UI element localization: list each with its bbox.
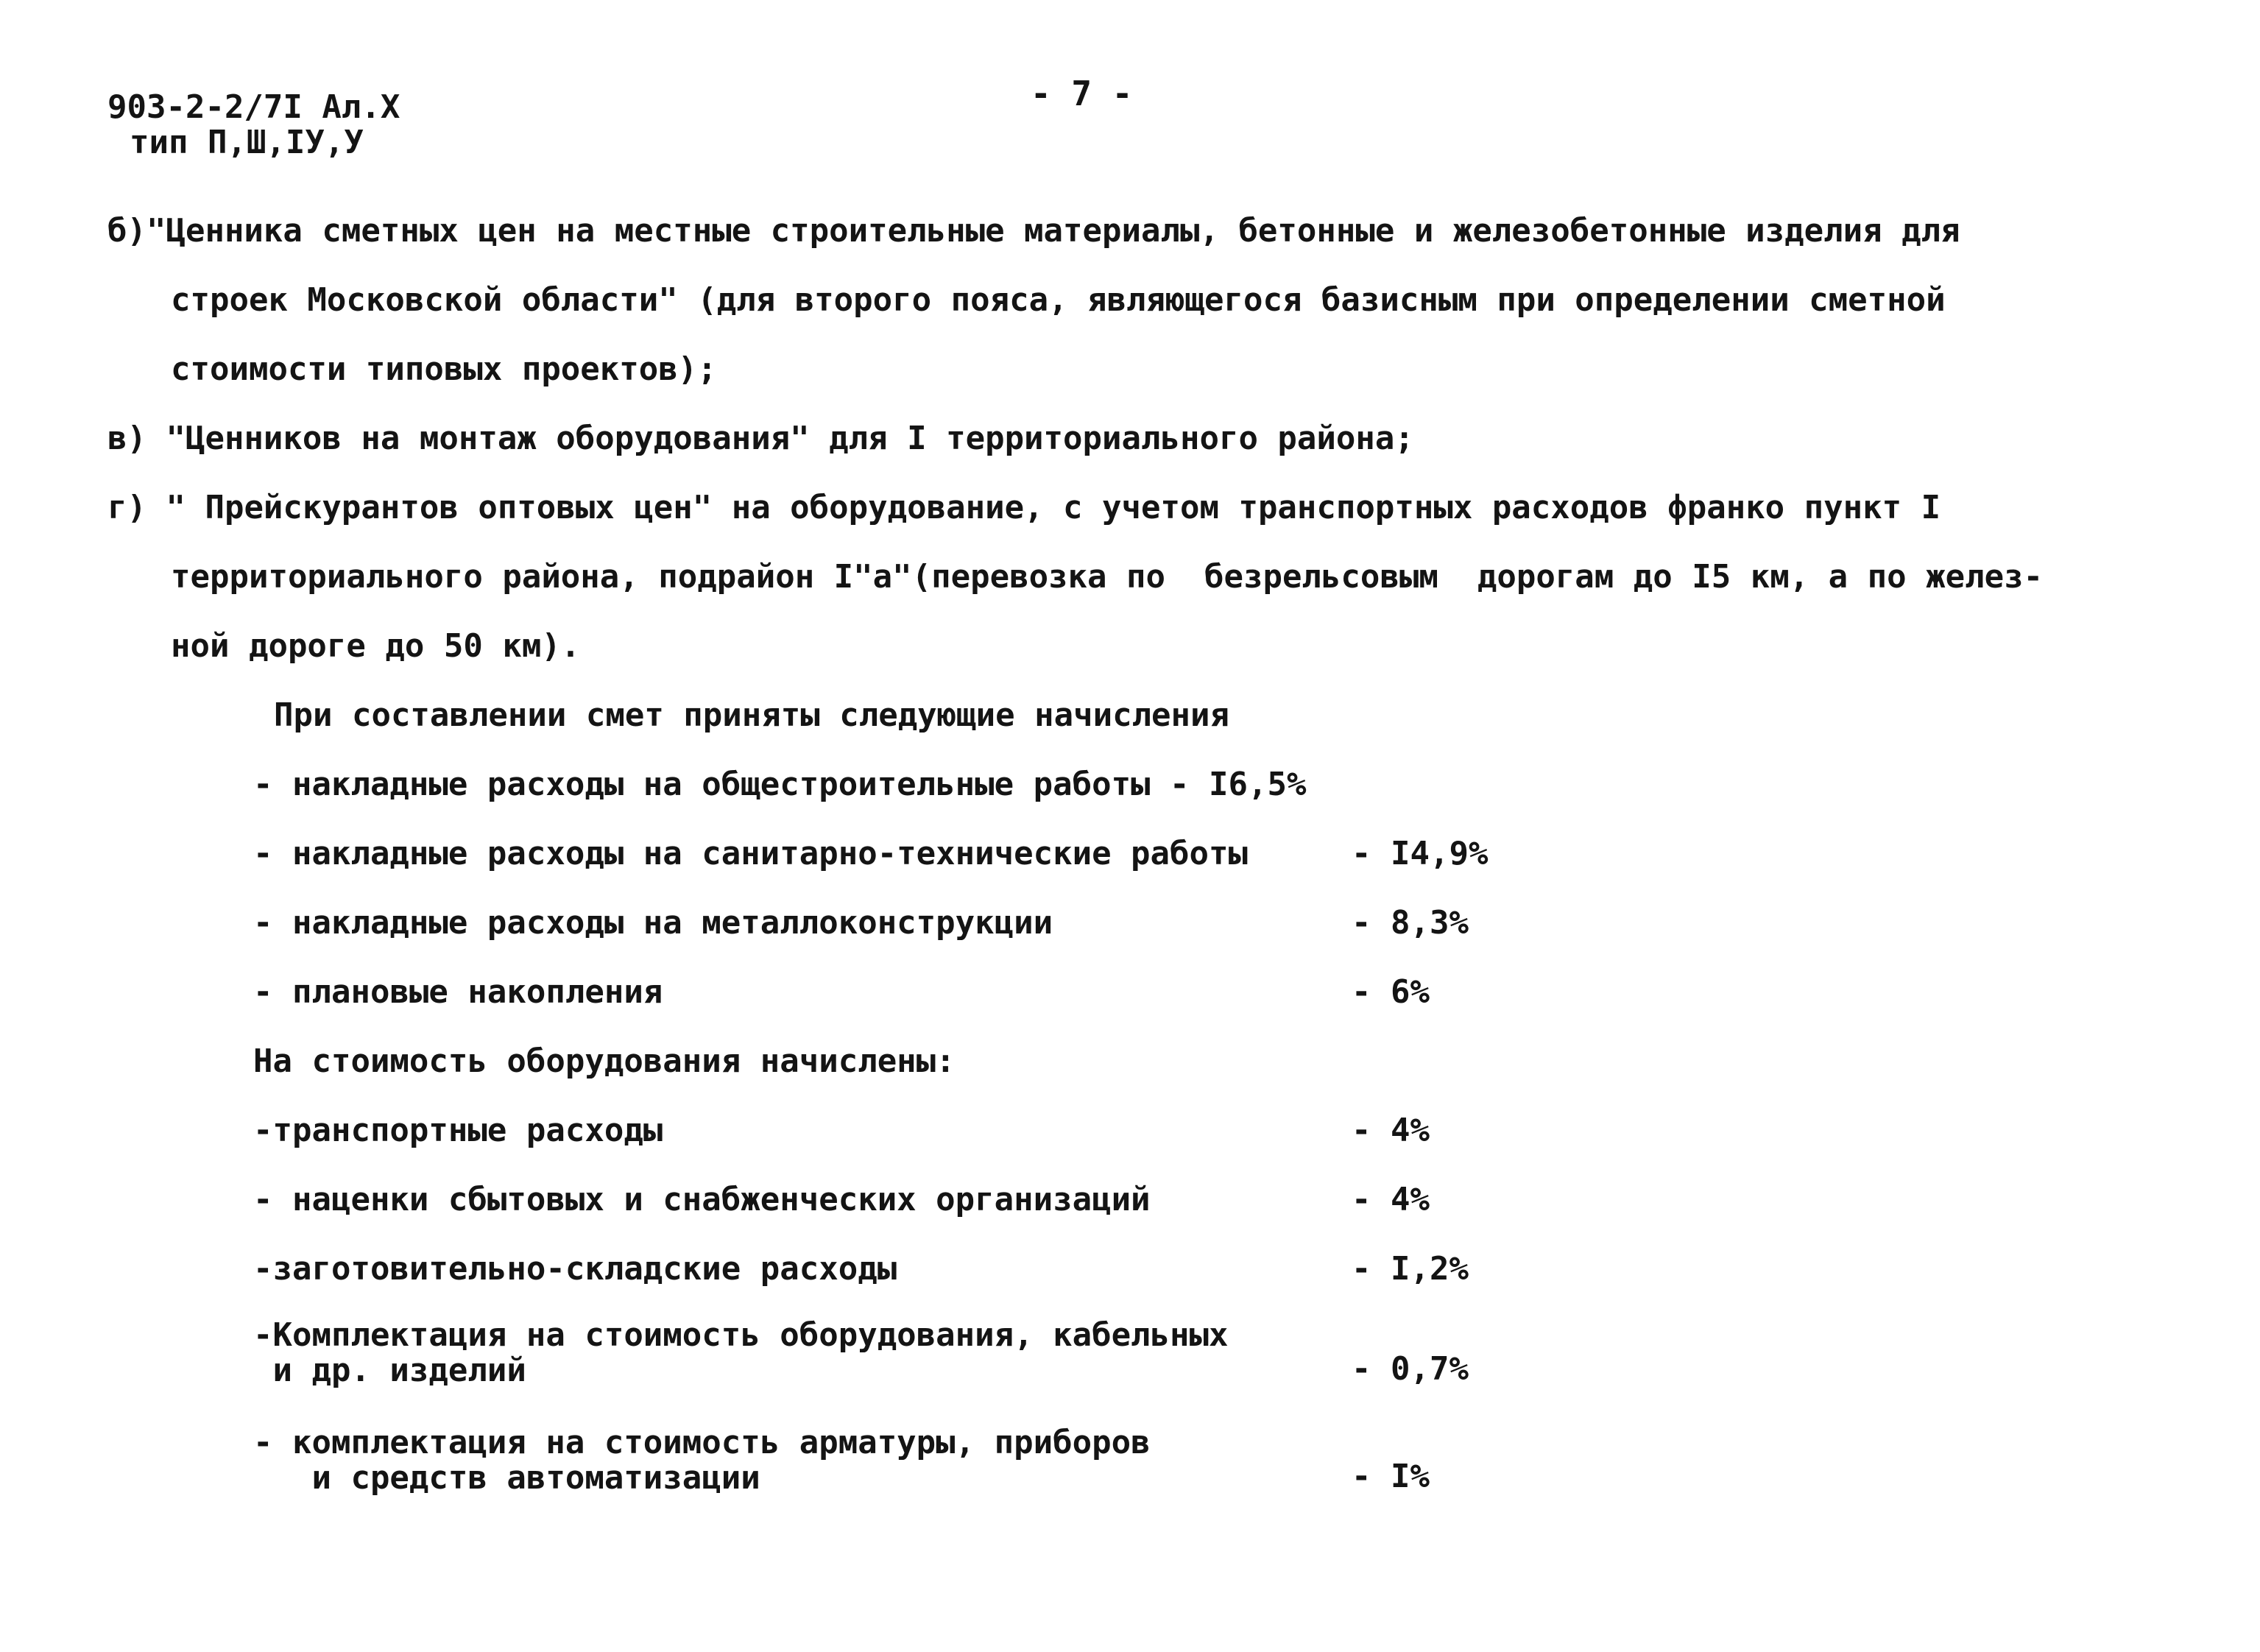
document-code bbox=[107, 90, 400, 160]
source-v-line-1: "Ценников на монтаж оборудования" для I территориального района; bbox=[166, 420, 1414, 457]
equipment-label-completion-equipment: -Комплектация на стоимость оборудования, кабельных и др. изделий bbox=[253, 1316, 1229, 1389]
charge-label-overhead-metal: - накладные расходы на металлоконструкции bbox=[253, 904, 1053, 942]
charge-label-planned-savings: - плановые накопления bbox=[253, 973, 663, 1011]
equipment-value-transport: - 4% bbox=[1352, 1112, 1430, 1149]
source-marker-v: в) bbox=[107, 420, 146, 457]
source-marker-g: г) bbox=[107, 489, 146, 526]
source-g-line-3: ной дороге до 50 км). bbox=[171, 627, 581, 665]
equipment-label-markups: - наценки сбытовых и снабженческих организаций bbox=[253, 1181, 1151, 1218]
equipment-value-markups: - 4% bbox=[1352, 1181, 1430, 1218]
equipment-value-procurement-storage: - I,2% bbox=[1352, 1250, 1469, 1288]
source-b-line-1: "Ценника сметных цен на местные строительные материалы, бетонные и железобетонные изделия для bbox=[146, 212, 1960, 250]
charges-intro: При составлении смет приняты следующие начисления bbox=[274, 696, 1230, 734]
document-code-line-2: тип П,Ш,IУ,У bbox=[130, 124, 364, 161]
source-g-line-1: " Прейскурантов оптовых цен" на оборудование, с учетом транспортных расходов франко пункт I bbox=[166, 489, 1941, 526]
equipment-label-transport: -транспортные расходы bbox=[253, 1112, 663, 1149]
equipment-value-completion-equipment: - 0,7% bbox=[1352, 1350, 1469, 1388]
equipment-label-procurement-storage: -заготовительно-складские расходы bbox=[253, 1250, 897, 1288]
equipment-intro: На стоимость оборудования начислены: bbox=[253, 1042, 956, 1080]
equipment-label-completion-fittings: - комплектация на стоимость арматуры, приборов и средств автоматизации bbox=[253, 1424, 1151, 1497]
charge-label-overhead-sanitary: - накладные расходы на санитарно-технические работы bbox=[253, 835, 1249, 872]
source-item-v bbox=[107, 421, 1414, 456]
charge-value-overhead-metal: - 8,3% bbox=[1352, 904, 1469, 942]
source-item-g bbox=[107, 490, 1941, 526]
source-marker-b: б) bbox=[107, 212, 146, 250]
source-item-b bbox=[107, 213, 1960, 249]
document-code-line-1: 903-2-2/7I Ал.Х bbox=[107, 88, 400, 126]
page-number: - 7 - bbox=[1031, 74, 1133, 113]
source-b-line-3: стоимости типовых проектов); bbox=[171, 350, 717, 388]
equipment-value-completion-fittings: - I% bbox=[1352, 1458, 1430, 1495]
source-b-line-2: строек Московской области" (для второго пояса, являющегося базисным при определении сметной bbox=[171, 281, 1946, 319]
source-g-line-2: территориального района, подрайон I"а"(перевозка по безрельсовым дорогам до I5 км, а по желез- bbox=[171, 558, 2044, 596]
charge-value-planned-savings: - 6% bbox=[1352, 973, 1430, 1011]
charge-label-overhead-general: - накладные расходы на общестроительные работы - I6,5% bbox=[253, 766, 1307, 803]
charge-value-overhead-sanitary: - I4,9% bbox=[1352, 835, 1489, 872]
